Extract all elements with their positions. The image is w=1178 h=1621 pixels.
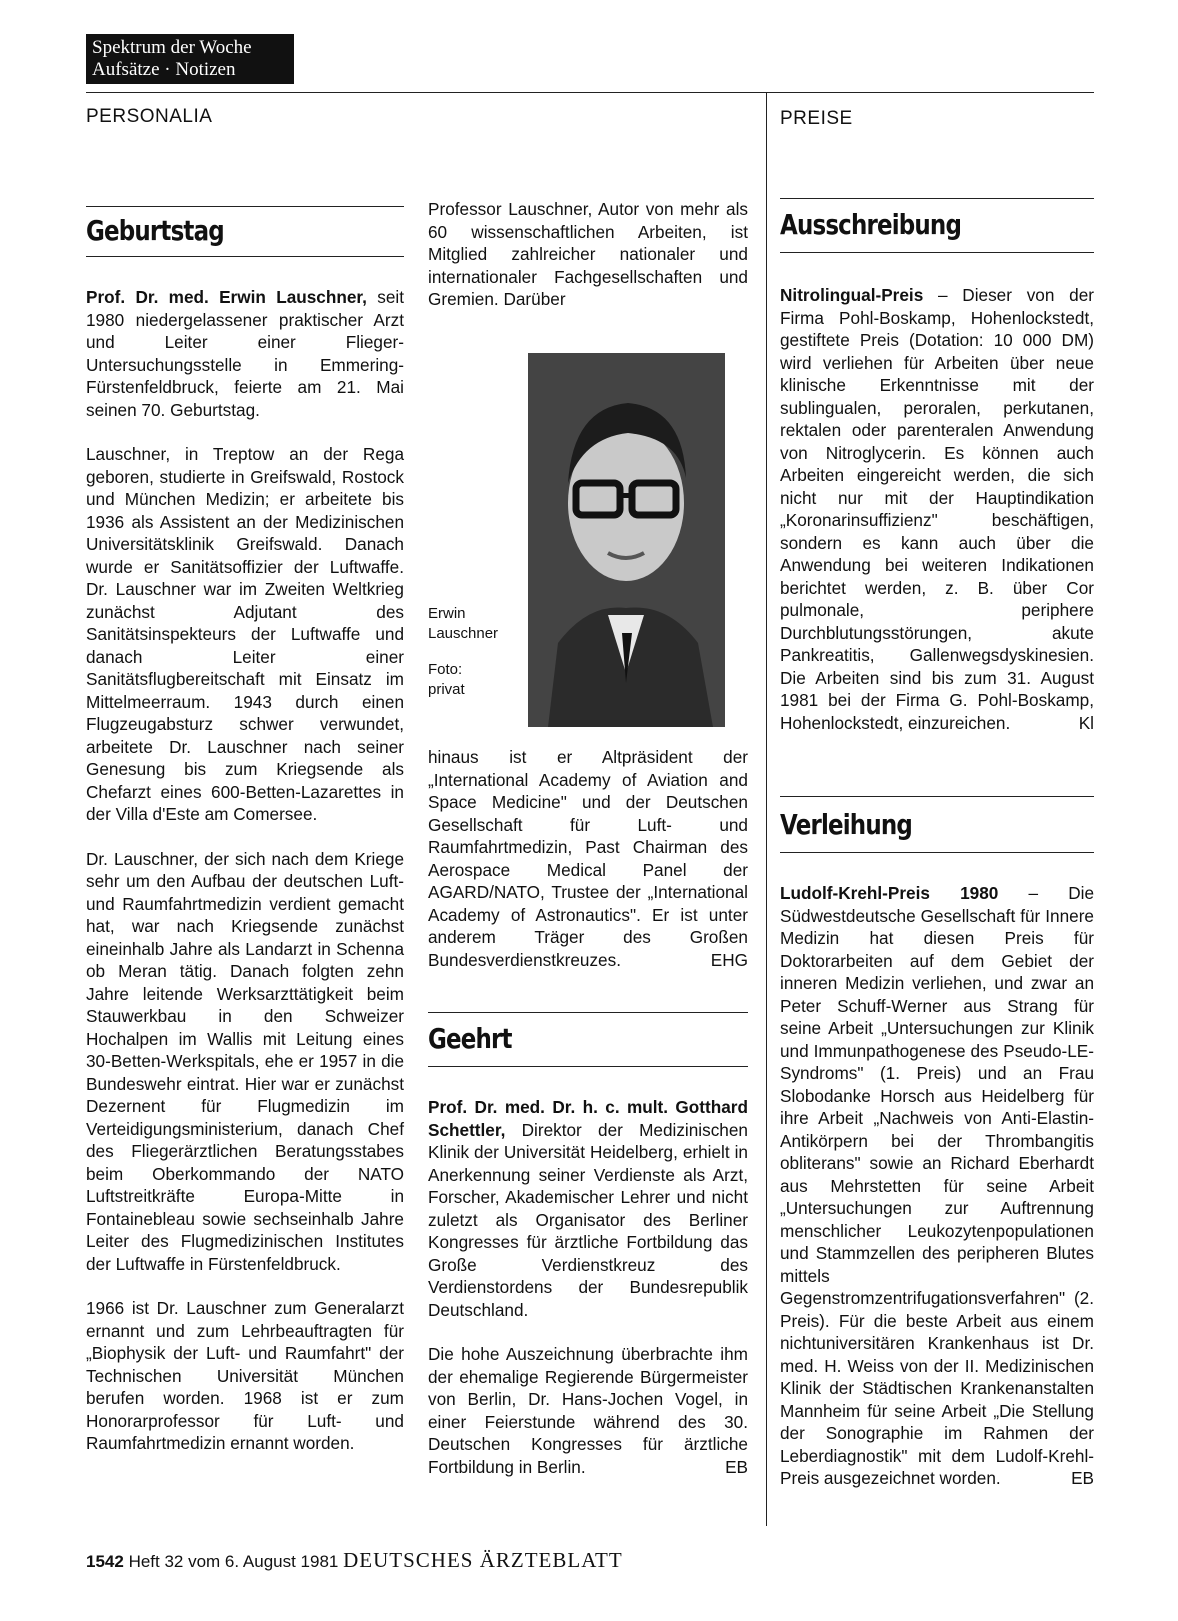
- top-rule: [86, 92, 1094, 93]
- heading-verleihung: Verleihung: [780, 808, 912, 841]
- heading-rule-bottom: [428, 1066, 748, 1067]
- paragraph: 1966 ist Dr. Lauschner zum Generalarzt ernannt und zum Lehrbeauftragten für „Biophysik der Luft- und Raumfahrt" der Technischen Universität München berufen worden. 1968 ist er zum Honorarprofessor für Luft- und Raumfahrtmedizin ernannt worden.: [86, 1298, 404, 1453]
- lead-name: Prof. Dr. med. Erwin Lauschner,: [86, 287, 367, 307]
- heading-rule-top: [780, 198, 1094, 199]
- author-initials: Kl: [1078, 712, 1094, 733]
- heading-rule-bottom: [780, 252, 1094, 253]
- section-label-personalia: PERSONALIA: [86, 106, 213, 127]
- lead-name: Ludolf-Krehl-Preis 1980: [780, 883, 999, 903]
- author-initials: EHG: [710, 949, 748, 970]
- heading-rule-top: [780, 796, 1094, 797]
- author-initials: EB: [725, 1456, 748, 1477]
- paragraph-continued: Professor Lauschner, Autor von mehr als 60 wissenschaftlichen Arbeiten, ist Mitglied zahlreicher nationaler und internationaler Fachgesellschaften und Gremien. Darüber: [428, 199, 748, 309]
- heading-geburtstag: Geburtstag: [86, 214, 224, 247]
- heading-rule-bottom: [86, 256, 404, 257]
- magazine-title: DEUTSCHES ÄRZTEBLATT: [343, 1548, 623, 1572]
- photo-caption-credit: Foto: privat: [428, 661, 465, 698]
- paragraph-text: Direktor der Medizinischen Klinik der Universität Heidelberg, erhielt in Anerkennung seiner Verdienste als Arzt, Forscher, Akademischer Lehrer und nicht zuletzt als Organisator des Berliner Kongresses für ärztliche Fortbildung das Große Verdienstkreuz des Verdienstordens der Bundesrepublik Deutschland.: [428, 1119, 748, 1320]
- column-divider: [766, 92, 767, 1526]
- heading-rule-top: [86, 206, 404, 207]
- heading-rule-top: [428, 1012, 748, 1013]
- paragraph-altpraesident: [428, 746, 748, 971]
- issue-info: Heft 32 vom 6. August 1981: [128, 1552, 339, 1571]
- paragraph-text: – Dieser von der Firma Pohl-Boskamp, Hohenlockstedt, gestiftete Preis (Dotation: 10 000 DM) wird verliehen für Arbeiten über neue klinische Erkenntnisse mit der sublingualen, peroralen, perkutanen, rektalen oder parenteralen Anwendung von Nitroglycerin. Es können auch Arbeiten eingereicht werden, die sich nicht nur mit der Hauptindikation „Koronarinsuffizienz" beschäftigen, sondern es kann auch über die Anwendung bei weiteren Indikationen berichtet werden, z. B. über Cor pulmonale, periphere Durchblutungsstörungen, akute Pankreatitis, Gallenwegsdyskinesien. Die Arbeiten sind bis zum 31. August 1981 bei der Firma G. Pohl-Boskamp, Hohenlockstedt, einzureichen.: [780, 285, 1094, 733]
- paragraph-text: hinaus ist er Altpräsident der „International Academy of Aviation and Space Medicine" und der Deutschen Gesellschaft für Luft- und Raumfahrtmedizin, Past Chairman des Aerospace Medical Panel der AGARD/NATO, Trustee der „International Academy of Astronautics". Er ist unter anderem Träger des Großen Bundesverdienstkreuzes.: [428, 747, 748, 970]
- paragraph: Dr. Lauschner, der sich nach dem Kriege sehr um den Aufbau der deutschen Luft- und Raumfahrtmedizin verdient gemacht hat, war nach Kriegsende zunächst eineinhalb Jahre als Landarzt in Schenna ob Meran tätig. Danach folgten zehn Jahre leitende Werksarzttätigkeit beim Stauwerkbau in den Schweizer Hochalpen im Wallis mit Leitung eines 30-Betten-Werkspitals, ehe er 1957 in die Bundeswehr eintrat. Hier war er zunächst Dezernent für Flugmedizin im Verteidigungsministerium, danach Chef des Fliegerärztlichen Beratungsstabes beim Oberkommando der NATO Luftstreitkräfte Europa-Mitte in Fontainebleau sowie sechseinhalb Jahre Leiter des Flugmedizinischen Institutes der Luftwaffe in Fürstenfeldbruck.: [86, 848, 404, 1274]
- paragraph-text: seit 1980 niedergelassener praktischer Arzt und Leiter einer Flieger-Untersuchungsstelle in Emmering-Fürstenfeldbruck, feierte am 21. Mai seinen 70. Geburtstag.: [86, 287, 404, 420]
- lead-name: Nitrolingual-Preis: [780, 285, 924, 305]
- section-header-box: [86, 34, 294, 84]
- heading-rule-bottom: [780, 852, 1094, 853]
- heading-ausschreibung: Ausschreibung: [780, 208, 962, 241]
- paragraph: Lauschner, in Treptow an der Rega geboren, studierte in Greifswald, Rostock und München Medizin; er arbeitete bis 1936 als Assistent an der Medizinischen Universitätsklinik Greifswald. Danach wurde er Sanitätsoffizier der Luftwaffe. Dr. Lauschner war im Zweiten Weltkrieg zunächst Adjutant des Sanitätsinspekteurs der Luftwaffe und danach Leiter einer Sanitätsflugbereitschaft mit Einsatz im Mittelmeerraum. 1943 durch einen Flugzeugabsturz schwer verwundet, arbeitete Dr. Lauschner nach seiner Genesung bis zum Kriegsende als Chefarzt eines 600-Betten-Lazarettes in der Villa d'Este am Comersee.: [86, 444, 404, 824]
- article-ausschreibung: [780, 284, 1094, 734]
- paragraph-text: – Die Südwestdeutsche Gesellschaft für Innere Medizin hat diesen Preis für Doktorarbeiten auf dem Gebiet der inneren Medizin verliehen, und zwar an Peter Schuff-Werner aus Strang für seine Arbeit „Untersuchungen zur Klinik und Immunpathogenese des Pseudo-LE-Syndroms" (1. Preis) und an Frau Slobodanke Horsch aus Heidelberg für ihre Arbeit „Nachweis von Anti-Elastin-Antikörpern bei der Thrombangitis obliterans" sowie an Richard Eberhardt aus Mehrstetten für seine Arbeit „Untersuchungen zur Auftrennung menschlicher Leukozytenpopulationen und Stammzellen des peripheren Blutes mittels Gegenstromzentrifugationsverfahren" (2. Preis). Für die beste Arbeit aus einem nichtuniversitären Krankenhaus ist Dr. med. H. Weiss von der II. Medizinischen Klinik der Städtischen Krankenanstalten Mannheim für seine Arbeit „Die Stellung der Sonographie im Rahmen der Leberdiagnostik" mit dem Ludolf-Krehl-Preis ausgezeichnet worden.: [780, 883, 1094, 1488]
- article-geehrt: [428, 1096, 748, 1500]
- lead-name: Prof. Dr. med. Dr. h. c. mult. Gotthard Schettler,: [428, 1097, 748, 1140]
- article-geburtstag: [86, 286, 404, 1477]
- page-footer: [86, 1548, 623, 1573]
- portrait-icon: [528, 353, 725, 727]
- article-verleihung: [780, 882, 1094, 1490]
- header-line1: Spektrum der Woche: [92, 37, 252, 58]
- header-line2: Aufsätze · Notizen: [92, 59, 236, 80]
- author-initials: EB: [1071, 1468, 1094, 1488]
- photo-caption-name: Erwin Lauschner: [428, 605, 499, 642]
- page-number: 1542: [86, 1552, 124, 1571]
- portrait-photo: [528, 353, 725, 727]
- paragraph-text: Die hohe Auszeichnung überbrachte ihm der ehemalige Regierende Bürgermeister von Berlin, Dr. Hans-Jochen Vogel, in einer Feierstunde während des 30. Deutschen Kongresses für ärztliche Fortbildung in Berlin.: [428, 1344, 748, 1477]
- section-label-preise: PREISE: [780, 108, 853, 129]
- heading-geehrt: Geehrt: [428, 1022, 512, 1055]
